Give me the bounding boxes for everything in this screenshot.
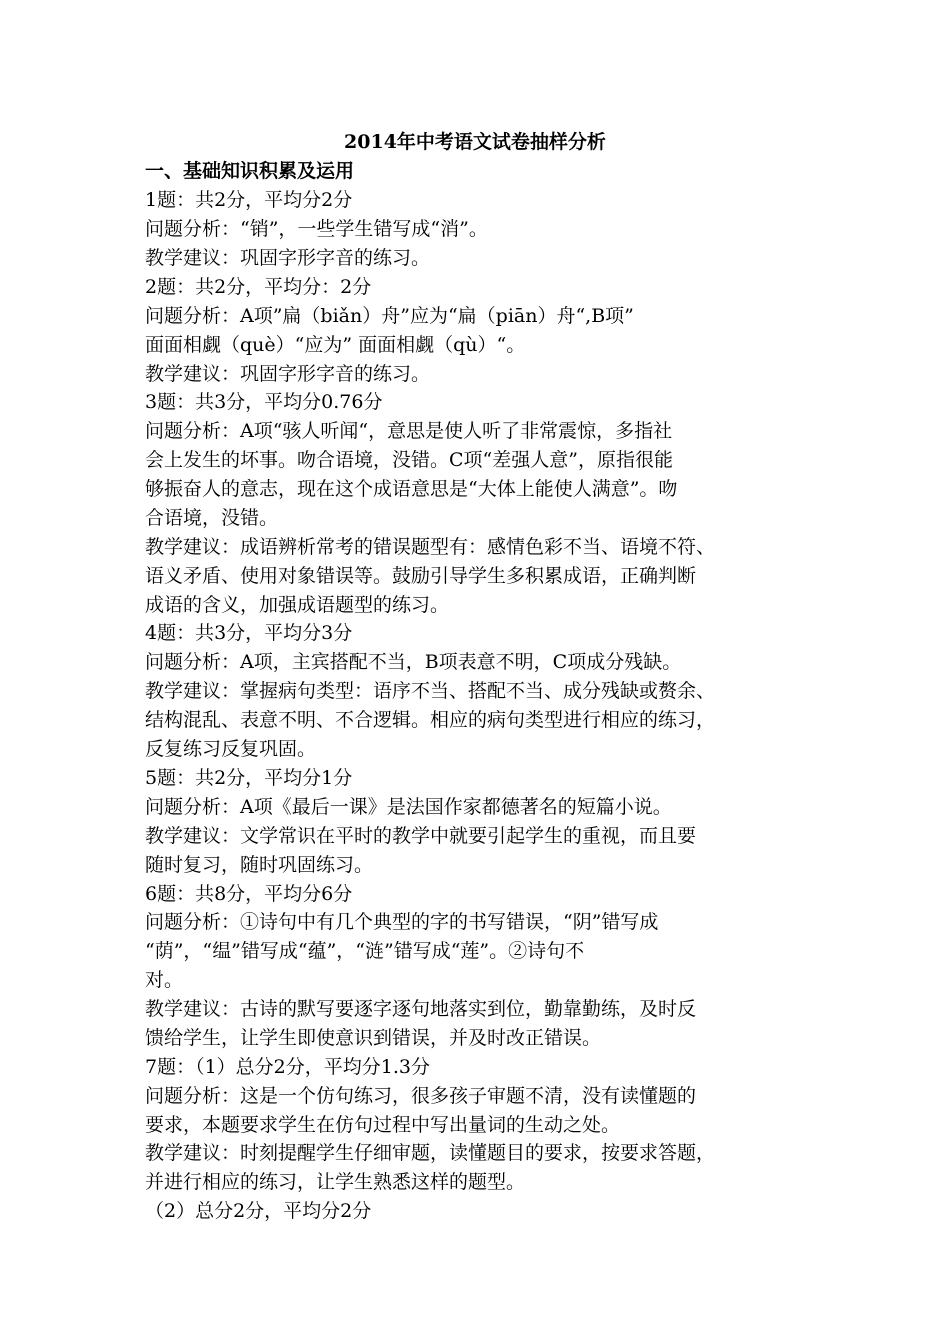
q5-analysis: 问题分析：A项《最后一课》是法国作家都德著名的短篇小说。	[145, 796, 672, 818]
q7-1-analysis-line2: 要求，本题要求学生在仿句过程中写出量词的生动之处。	[145, 1114, 621, 1136]
q6-analysis-line1: 问题分析：①诗句中有几个典型的字的书写错误，“阴”错写成	[145, 911, 659, 933]
q3-suggestion-line2: 语义矛盾、使用对象错误等。鼓励引导学生多积累成语，正确判断	[145, 565, 697, 587]
q3-score: 3题：共3分，平均分0.76分	[145, 391, 383, 413]
q2-score: 2题：共2分，平均分：2分	[145, 276, 372, 298]
q1-suggestion: 教学建议：巩固字形字音的练习。	[145, 247, 431, 269]
q3-analysis-line4: 合语境，没错。	[145, 507, 279, 529]
page-title: 2014年中考语文试卷抽样分析	[344, 131, 606, 153]
section-heading: 一、基础知识积累及运用	[145, 160, 355, 182]
q4-suggestion-line2: 结构混乱、表意不明、不合逻辑。相应的病句类型进行相应的练习，	[145, 709, 716, 731]
q7-1-suggestion-line1: 教学建议：时刻提醒学生仔细审题，读懂题目的要求，按要求答题，	[145, 1142, 716, 1164]
q4-analysis: 问题分析：A项，主宾搭配不当，B项表意不明，C项成分残缺。	[145, 651, 682, 673]
q2-analysis-line2: 面面相觑（què）“应为” 面面相觑（qù）“。	[145, 334, 526, 356]
q3-analysis-line2: 会上发生的坏事。吻合语境，没错。C项“差强人意”，原指很能	[145, 449, 673, 471]
q1-score: 1题：共2分，平均分2分	[145, 189, 353, 211]
q1-analysis: 问题分析：“销”，一些学生错写成“消”。	[145, 218, 488, 240]
q4-score: 4题：共3分，平均分3分	[145, 622, 353, 644]
q5-score: 5题：共2分，平均分1分	[145, 767, 353, 789]
q5-suggestion-line1: 教学建议：文学常识在平时的教学中就要引起学生的重视，而且要	[145, 825, 697, 847]
q6-suggestion-line2: 馈给学生，让学生即使意识到错误，并及时改正错误。	[145, 1027, 602, 1049]
q7-2-score: （2）总分2分，平均分2分	[145, 1200, 372, 1222]
q7-1-suggestion-line2: 并进行相应的练习，让学生熟悉这样的题型。	[145, 1171, 526, 1193]
q3-analysis-line1: 问题分析：A项“骇人听闻“，意思是使人听了非常震惊，多指社	[145, 420, 673, 442]
q6-suggestion-line1: 教学建议：古诗的默写要逐字逐句地落实到位，勤靠勤练，及时反	[145, 998, 697, 1020]
q4-suggestion-line3: 反复练习反复巩固。	[145, 738, 317, 760]
q6-analysis-line2: “荫”，“缊”错写成“蕴”，“涟”错写成“莲”。②诗句不	[145, 940, 585, 962]
q6-analysis-line3: 对。	[145, 969, 184, 991]
q2-analysis-line1: 问题分析：A项”扁（biǎn）舟”应为“扁（piān）舟“,B项”	[145, 305, 634, 327]
q3-suggestion-line3: 成语的含义，加强成语题型的练习。	[145, 594, 450, 616]
q5-suggestion-line2: 随时复习，随时巩固练习。	[145, 854, 374, 876]
q6-score: 6题：共8分，平均分6分	[145, 883, 353, 905]
q3-analysis-line3: 够振奋人的意志，现在这个成语意思是“大体上能使人满意”。吻	[145, 478, 678, 500]
q4-suggestion-line1: 教学建议：掌握病句类型：语序不当、搭配不当、成分残缺或赘余、	[145, 680, 716, 702]
q3-suggestion-line1: 教学建议：成语辨析常考的错误题型有：感情色彩不当、语境不符、	[145, 536, 716, 558]
q7-1-score: 7题：（1）总分2分，平均分1.3分	[145, 1056, 430, 1078]
q7-1-analysis-line1: 问题分析：这是一个仿句练习，很多孩子审题不清，没有读懂题的	[145, 1085, 697, 1107]
q2-suggestion: 教学建议：巩固字形字音的练习。	[145, 363, 431, 385]
